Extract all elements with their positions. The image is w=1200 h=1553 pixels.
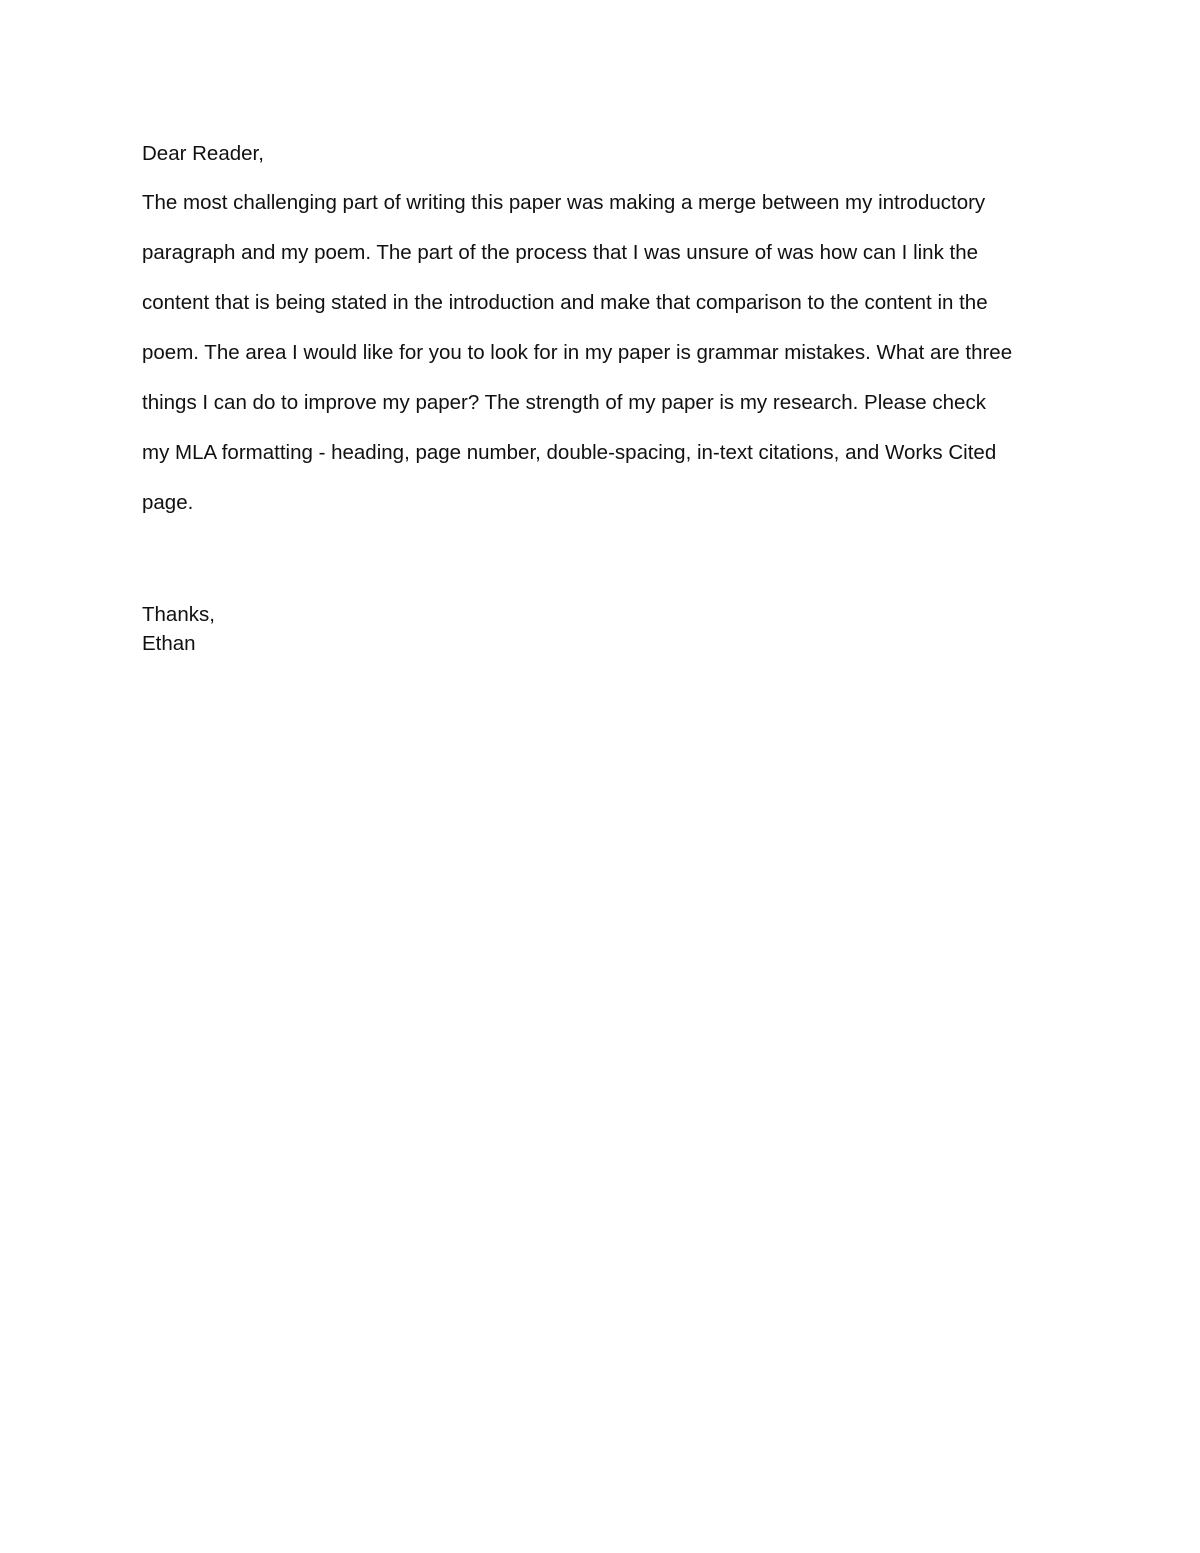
- letter: [142, 140, 1082, 658]
- salutation: Dear Reader,: [142, 142, 264, 165]
- body-line: my MLA formatting - heading, page number, double-spacing, in-text citations, and Works Cited: [142, 441, 997, 464]
- body-line: The most challenging part of writing this paper was making a merge between my introductory: [142, 191, 986, 214]
- closing: Thanks,: [142, 603, 215, 626]
- body-line: things I can do to improve my paper? The strength of my paper is my research. Please check: [142, 391, 986, 414]
- body-line: paragraph and my poem. The part of the process that I was unsure of was how can I link the: [142, 241, 979, 264]
- body-line: page.: [142, 491, 194, 514]
- body-line: poem. The area I would like for you to look for in my paper is grammar mistakes. What are three: [142, 341, 1013, 364]
- body-line: content that is being stated in the introduction and make that comparison to the content in the: [142, 291, 988, 314]
- signature: Ethan: [142, 632, 196, 655]
- letter-body: [142, 178, 1082, 528]
- closing-block: [142, 600, 1082, 658]
